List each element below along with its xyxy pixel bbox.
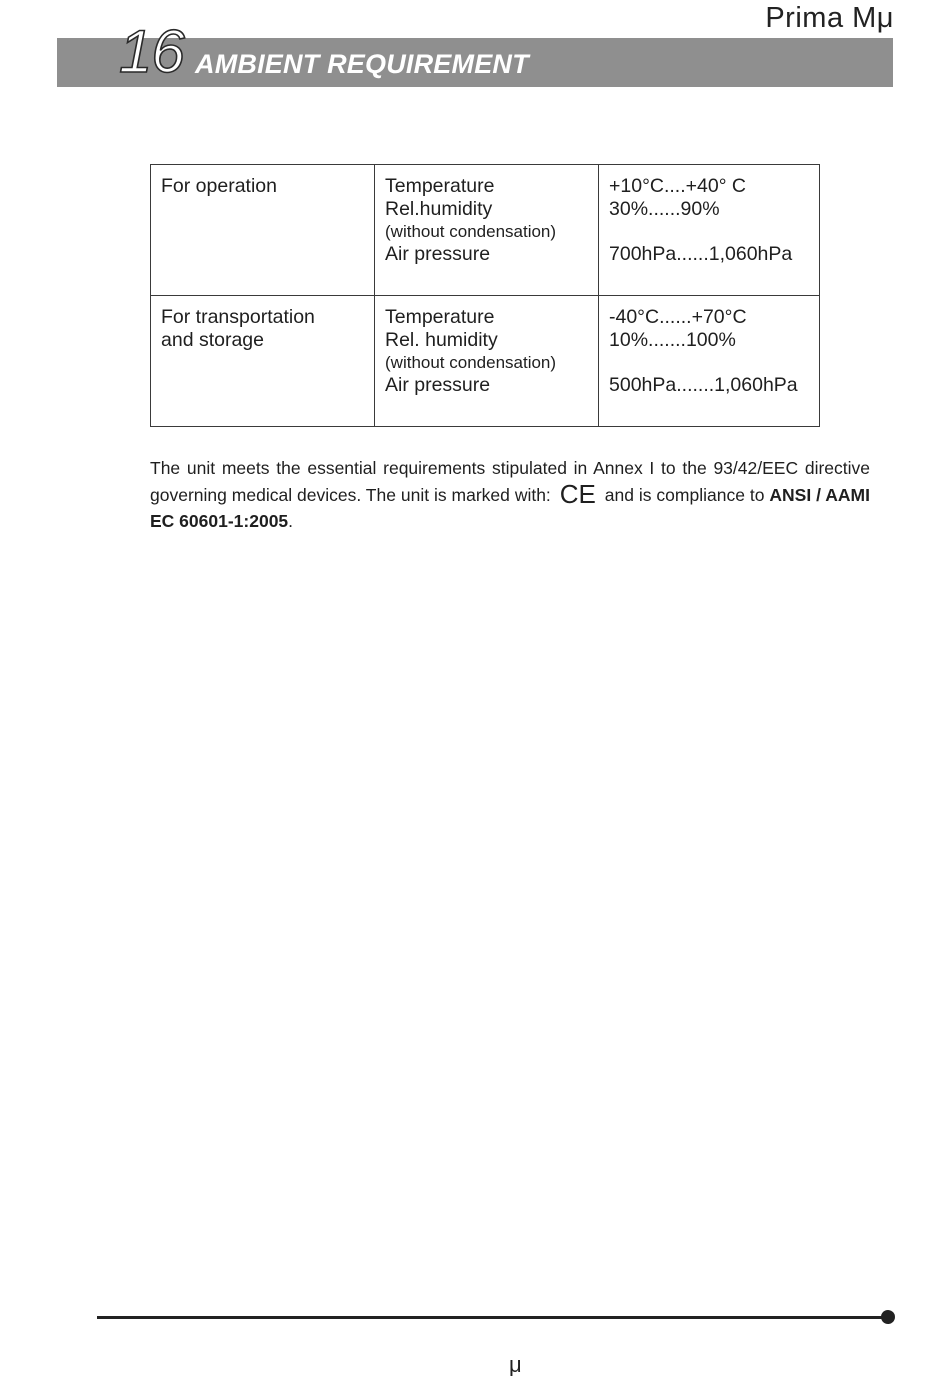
value-cell (599, 296, 820, 427)
brand-name: Prima Mμ (765, 2, 894, 34)
param-humidity-note: (without condensation) (385, 353, 557, 372)
compliance-paragraph (150, 455, 870, 534)
value-temperature: -40°C......+70°C (609, 306, 747, 328)
param-pressure: Air pressure (385, 243, 491, 265)
parameter-cell (375, 165, 599, 296)
param-temperature: Temperature (385, 306, 495, 328)
param-humidity: Rel. humidity (385, 329, 498, 351)
parameter-cell (375, 296, 599, 427)
param-pressure: Air pressure (385, 374, 491, 396)
ambient-requirements-table (150, 164, 820, 427)
compliance-standard: ANSI / AAMI EC 60601-1:2005 (150, 485, 870, 531)
param-humidity-note: (without condensation) (385, 222, 557, 241)
value-humidity: 10%.......100% (609, 329, 736, 351)
compliance-text: The unit meets the essential requirements stipulated in Annex I to the 93/42/EEC directive governing medical devices. The unit is marked with: (150, 458, 870, 505)
condition-cell (151, 296, 375, 427)
footer-dot-icon (881, 1310, 895, 1324)
value-humidity: 30%......90% (609, 198, 720, 220)
condition-label: For transportation (161, 306, 315, 328)
condition-cell (151, 165, 375, 296)
condition-label: For operation (161, 175, 277, 197)
table-row (151, 165, 820, 296)
page-number: μ (509, 1352, 522, 1377)
value-cell (599, 165, 820, 296)
value-pressure: 500hPa.......1,060hPa (609, 374, 798, 396)
chapter-number: 16 (119, 18, 184, 85)
chapter-title: AMBIENT REQUIREMENT (195, 49, 529, 79)
value-temperature: +10°C....+40° C (609, 175, 747, 197)
condition-label: and storage (161, 329, 264, 351)
compliance-end: . (288, 511, 294, 531)
footer-divider (97, 1316, 887, 1319)
param-humidity: Rel.humidity (385, 198, 493, 220)
table-row (151, 296, 820, 427)
ce-mark-icon: CE (559, 479, 596, 509)
value-pressure: 700hPa......1,060hPa (609, 243, 793, 265)
compliance-text-cont: and is compliance to (604, 485, 765, 505)
param-temperature: Temperature (385, 175, 495, 197)
